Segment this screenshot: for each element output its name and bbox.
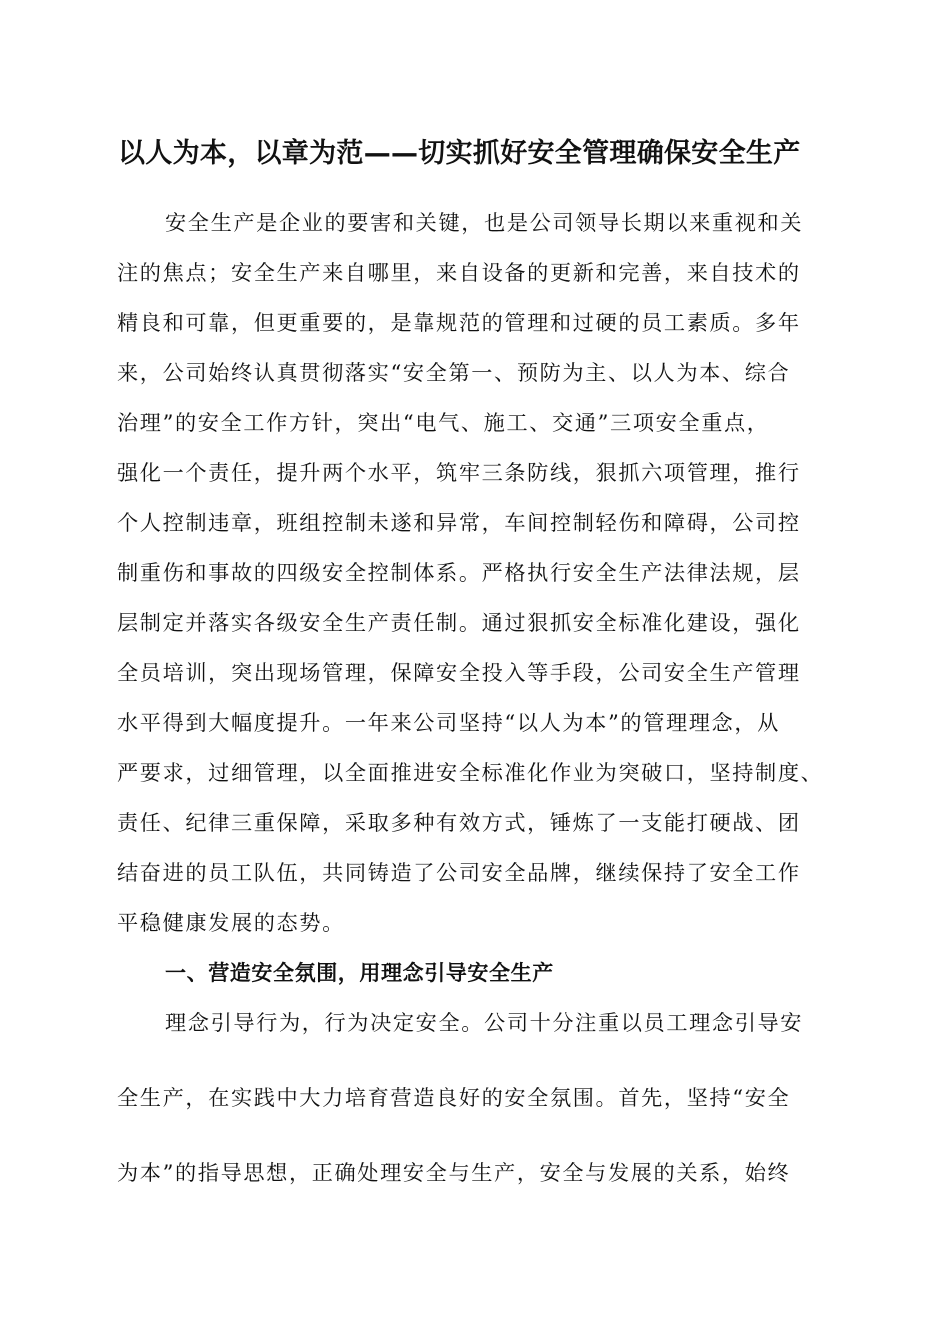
- section-heading: 一、营造安全氛围，用理念引导安全生产: [165, 961, 554, 985]
- paragraph-line: 严要求，过细管理，以全面推进安全标准化作业为突破口，坚持制度、: [117, 760, 824, 785]
- paragraph-line: 制重伤和事故的四级安全控制体系。严格执行安全生产法律法规，层: [117, 560, 801, 585]
- paragraph-line: 平稳健康发展的态势。: [117, 910, 345, 935]
- document-title: 以人为本，以章为范——切实抓好安全管理确保安全生产: [118, 138, 801, 169]
- paragraph-line: 为本”的指导思想，正确处理安全与生产，安全与发展的关系，始终: [117, 1160, 791, 1185]
- paragraph-line: 责任、纪律三重保障，采取多种有效方式，锤炼了一支能打硬战、团: [117, 810, 801, 835]
- paragraph-line: 安全生产是企业的要害和关键，也是公司领导长期以来重视和关: [165, 210, 804, 235]
- paragraph-line: 治理”的安全工作方针，突出“电气、施工、交通”三项安全重点，: [117, 410, 770, 435]
- paragraph-line: 注的焦点；安全生产来自哪里，来自设备的更新和完善，来自技术的: [117, 260, 801, 285]
- paragraph-line: 水平得到大幅度提升。一年来公司坚持“以人为本”的管理理念，从: [117, 710, 780, 735]
- paragraph-line: 层制定并落实各级安全生产责任制。通过狠抓安全标准化建设，强化: [117, 610, 801, 635]
- paragraph-line: 全员培训，突出现场管理，保障安全投入等手段，公司安全生产管理: [117, 660, 801, 685]
- paragraph-line: 来，公司始终认真贯彻落实“安全第一、预防为主、以人为本、综合: [117, 360, 791, 385]
- paragraph-line: 结奋进的员工队伍，共同铸造了公司安全品牌，继续保持了安全工作: [117, 860, 801, 885]
- paragraph-line: 全生产，在实践中大力培育营造良好的安全氛围。首先，坚持“安全: [117, 1085, 791, 1110]
- paragraph-line: 理念引导行为，行为决定安全。公司十分注重以员工理念引导安: [165, 1010, 804, 1035]
- paragraph-line: 精良和可靠，但更重要的，是靠规范的管理和过硬的员工素质。多年: [117, 310, 801, 335]
- paragraph-line: 个人控制违章，班组控制未遂和异常，车间控制轻伤和障碍，公司控: [117, 510, 801, 535]
- paragraph-line: 强化一个责任，提升两个水平，筑牢三条防线，狠抓六项管理，推行: [117, 460, 801, 485]
